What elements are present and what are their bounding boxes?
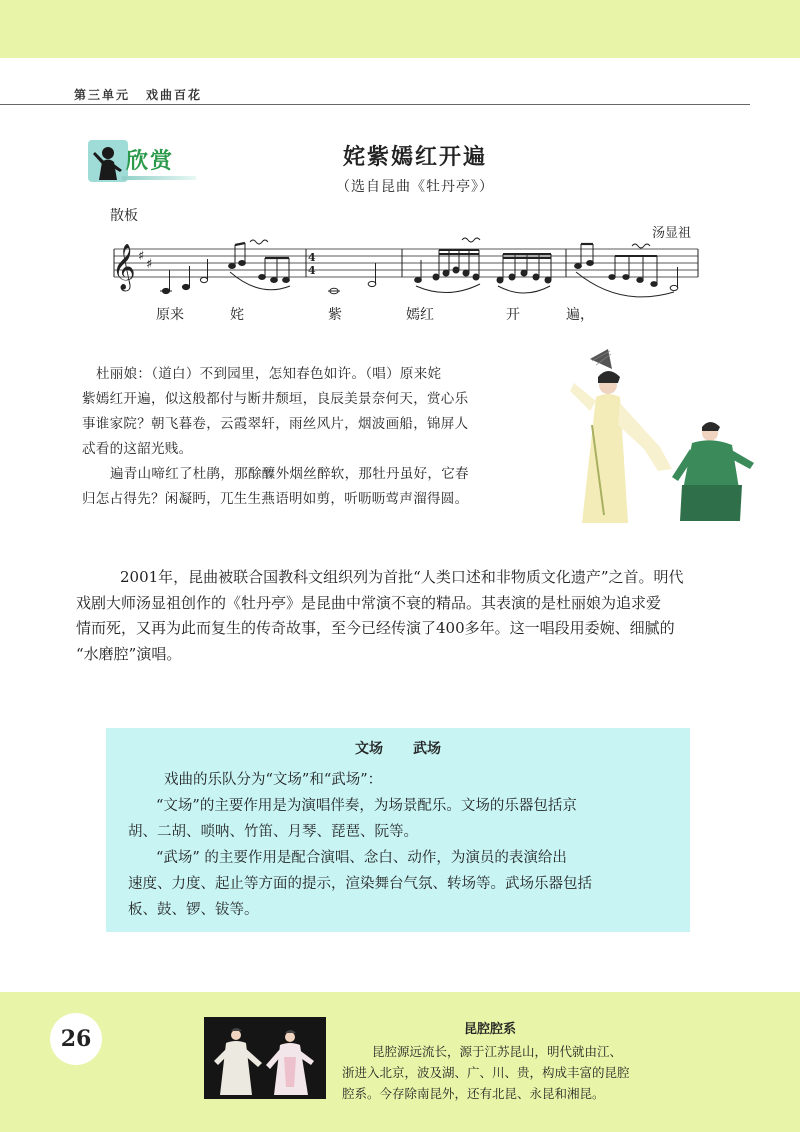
unit-label: 第三单元: [74, 88, 131, 102]
sidebar-line: 浙进入北京，波及湖、广、川、贵，构成丰富的昆腔: [342, 1065, 630, 1080]
sidebar-title: 昆腔腔系: [464, 1022, 517, 1037]
badge-underline: [122, 176, 196, 180]
lyric-syllable: 姹: [230, 307, 244, 323]
lyric-syllable: 开: [506, 307, 520, 323]
time-signature-bottom: 4: [308, 264, 316, 277]
notes: [160, 243, 678, 294]
unit-topic: 戏曲百花: [146, 88, 203, 102]
intro-line: 戏剧大师汤显祖创作的《牡丹亭》是昆曲中常演不衰的精品。其表演的是杜丽娘为追求爱: [76, 593, 662, 612]
dialogue-line: 遍青山啼红了杜鹃，那酴醾外烟丝醉软，那牡丹虽好，它春: [110, 466, 469, 482]
sharp-icon: ♯: [146, 257, 153, 272]
lyric-syllable: 遍，: [566, 307, 594, 323]
badge-label: 欣赏: [126, 149, 175, 174]
infobox-line: 速度、力度、起止等方面的提示，渲染舞台气氛、转场等。武场乐器包括: [128, 876, 592, 892]
header-text: [74, 86, 202, 103]
lyric-syllable: 紫: [328, 307, 342, 323]
dialogue-line: 归怎占得先？闲凝眄，兀生生燕语明如剪，听呖呖莺声溜得圆。: [82, 491, 469, 507]
sidebar-line: 昆腔源远流长，源于江苏昆山，明代就由江、: [372, 1044, 623, 1059]
infobox-line: 戏曲的乐队分为“文场”和“武场”：: [164, 772, 383, 788]
lyric-syllable: 嫣红: [406, 307, 434, 323]
appreciation-badge: [88, 140, 198, 184]
dialogue-line: 事谁家院？朝飞暮卷，云霞翠轩，雨丝风片，烟波画船，锦屏人: [82, 416, 469, 432]
infobox-title-left: 文场: [355, 741, 383, 757]
page-header: [0, 80, 800, 110]
music-score: [100, 228, 710, 328]
lyric-syllable: 原来: [156, 307, 184, 323]
opera-performers-photo: [562, 345, 762, 525]
top-color-band: [0, 0, 800, 58]
sidebar-line: 腔系。今存除南昆外，还有北昆、永昆和湘昆。: [342, 1086, 605, 1101]
infobox-line: 胡、二胡、唢呐、竹笛、月琴、琵琶、阮等。: [128, 824, 418, 840]
composer-name: 汤显祖: [652, 226, 692, 241]
time-signature-top: 4: [308, 251, 316, 264]
infobox-line: “武场” 的主要作用是配合演唱、念白、动作，为演员的表演给出: [156, 850, 567, 866]
tempo-marking: 散板: [110, 208, 138, 224]
infobox-title: [106, 738, 690, 758]
infobox-title-right: 武场: [413, 741, 441, 757]
intro-line: “水磨腔”演唱。: [76, 644, 182, 663]
infobox-line: 板、鼓、锣、钹等。: [128, 902, 259, 918]
sharp-icon: ♯: [138, 249, 145, 264]
intro-line: 2001年，昆曲被联合国教科文组织列为首批“人类口述和非物质文化遗产”之首。明代: [120, 568, 684, 586]
ensemble-info-box: [106, 728, 690, 932]
dialogue-line: 忒看的这韶光贱。: [82, 441, 193, 457]
dialogue-line: 紫嫣红开遍，似这般都付与断井颓垣，良辰美景奈何天，赏心乐: [82, 391, 469, 407]
treble-clef-icon: 𝄞: [112, 244, 136, 290]
kunqu-stage-photo: [204, 1017, 326, 1099]
bottom-color-band: [0, 992, 800, 1132]
song-subtitle: （选自昆曲《牡丹亭》）: [336, 179, 494, 195]
slurs: [230, 272, 674, 297]
staff-lines: [114, 249, 698, 277]
header-rule: [0, 104, 750, 105]
song-title: 姹紫嫣红开遍: [342, 145, 487, 170]
page-number: 26: [50, 1013, 102, 1065]
intro-line: 情而死，又再为此而复生的传奇故事，至今已经传演了400多年。这一唱段用委婉、细腻的: [76, 619, 675, 637]
intro-paragraph: [76, 565, 724, 667]
infobox-line: “文场”的主要作用是为演唱伴奏，为场景配乐。文场的乐器包括京: [156, 798, 577, 814]
dialogue-line: 杜丽娘：（道白）不到园里，怎知春色如许。（唱）原来姹: [96, 366, 442, 382]
